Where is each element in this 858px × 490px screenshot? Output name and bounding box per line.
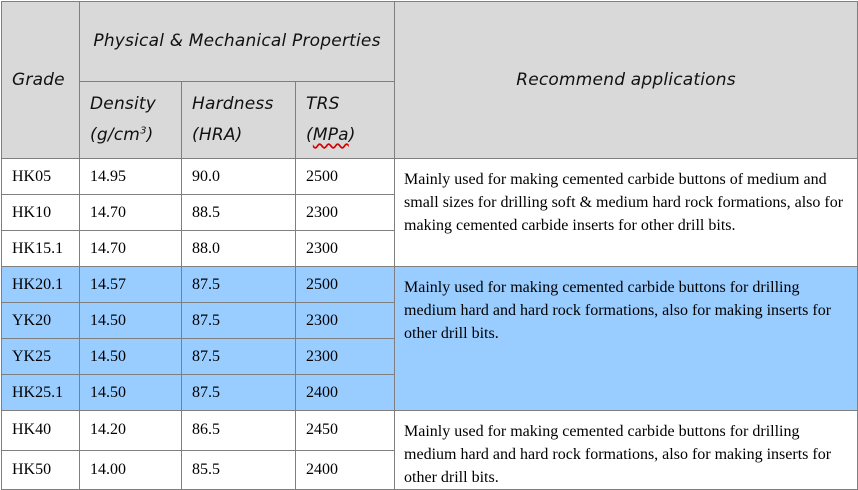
cell-trs: 2400 [296,375,395,411]
cell-density: 14.57 [80,267,182,303]
cell-hardness: 87.5 [182,267,296,303]
cell-density: 14.50 [80,375,182,411]
cell-grade: HK15.1 [2,231,80,267]
header-physical-mechanical-properties [80,2,395,82]
cell-hardness: 87.5 [182,375,296,411]
cell-application: Mainly used for making cemented carbide buttons of medium and small sizes for drilling soft & medium hard rock formations, also for making cemented carbide inserts for other drill bits. [395,159,858,267]
cell-hardness: 90.0 [182,159,296,195]
cell-density: 14.70 [80,195,182,231]
header-hardness [182,81,296,159]
header-trs-unit-close: ) [348,124,356,145]
table-row [2,267,858,303]
header-trs [296,81,395,159]
header-trs-unit-open: ( [306,124,313,145]
cell-grade: HK20.1 [2,267,80,303]
header-density [80,81,182,159]
cell-application: Mainly used for making cemented carbide buttons for drilling medium hard and hard rock formations, also for making inserts for other drill bits. [395,411,858,490]
cell-hardness: 87.5 [182,303,296,339]
cell-hardness: 87.5 [182,339,296,375]
header-trs-label: TRS [306,93,340,114]
header-density-unit: (g/cm [90,124,141,145]
header-trs-unit: MPa [312,124,349,145]
cell-density: 14.95 [80,159,182,195]
cell-hardness: 88.0 [182,231,296,267]
cell-grade: HK50 [2,450,80,490]
header-group-label: Physical & Mechanical Properties [93,31,381,52]
cell-density: 14.20 [80,411,182,451]
cell-grade: HK10 [2,195,80,231]
cell-grade: HK40 [2,411,80,451]
cell-grade: HK05 [2,159,80,195]
cell-grade: HK25.1 [2,375,80,411]
cell-density: 14.50 [80,303,182,339]
cell-trs: 2400 [296,450,395,490]
header-grade: Grade [2,2,80,159]
cell-density: 14.00 [80,450,182,490]
cell-trs: 2300 [296,339,395,375]
cell-trs: 2450 [296,411,395,451]
table-row [2,411,858,451]
cell-grade: YK25 [2,339,80,375]
cell-grade: YK20 [2,303,80,339]
header-density-unit-close: ) [146,124,154,145]
carbide-grades-table [1,1,858,490]
cell-trs: 2500 [296,159,395,195]
header-hardness-unit: (HRA) [192,124,243,145]
cell-hardness: 86.5 [182,411,296,451]
cell-trs: 2500 [296,267,395,303]
cell-trs: 2300 [296,195,395,231]
cell-hardness: 88.5 [182,195,296,231]
header-hardness-label: Hardness [192,93,274,114]
cell-density: 14.70 [80,231,182,267]
cell-hardness: 85.5 [182,450,296,490]
cell-trs: 2300 [296,231,395,267]
cell-density: 14.50 [80,339,182,375]
cell-trs: 2300 [296,303,395,339]
cell-application: Mainly used for making cemented carbide buttons for drilling medium hard and hard rock formations, also for making inserts for other drill bits. [395,267,858,411]
table-row [2,159,858,195]
header-recommend-applications: Recommend applications [395,2,858,159]
header-density-unit-sup: 3 [140,125,147,137]
header-density-label: Density [90,93,157,114]
